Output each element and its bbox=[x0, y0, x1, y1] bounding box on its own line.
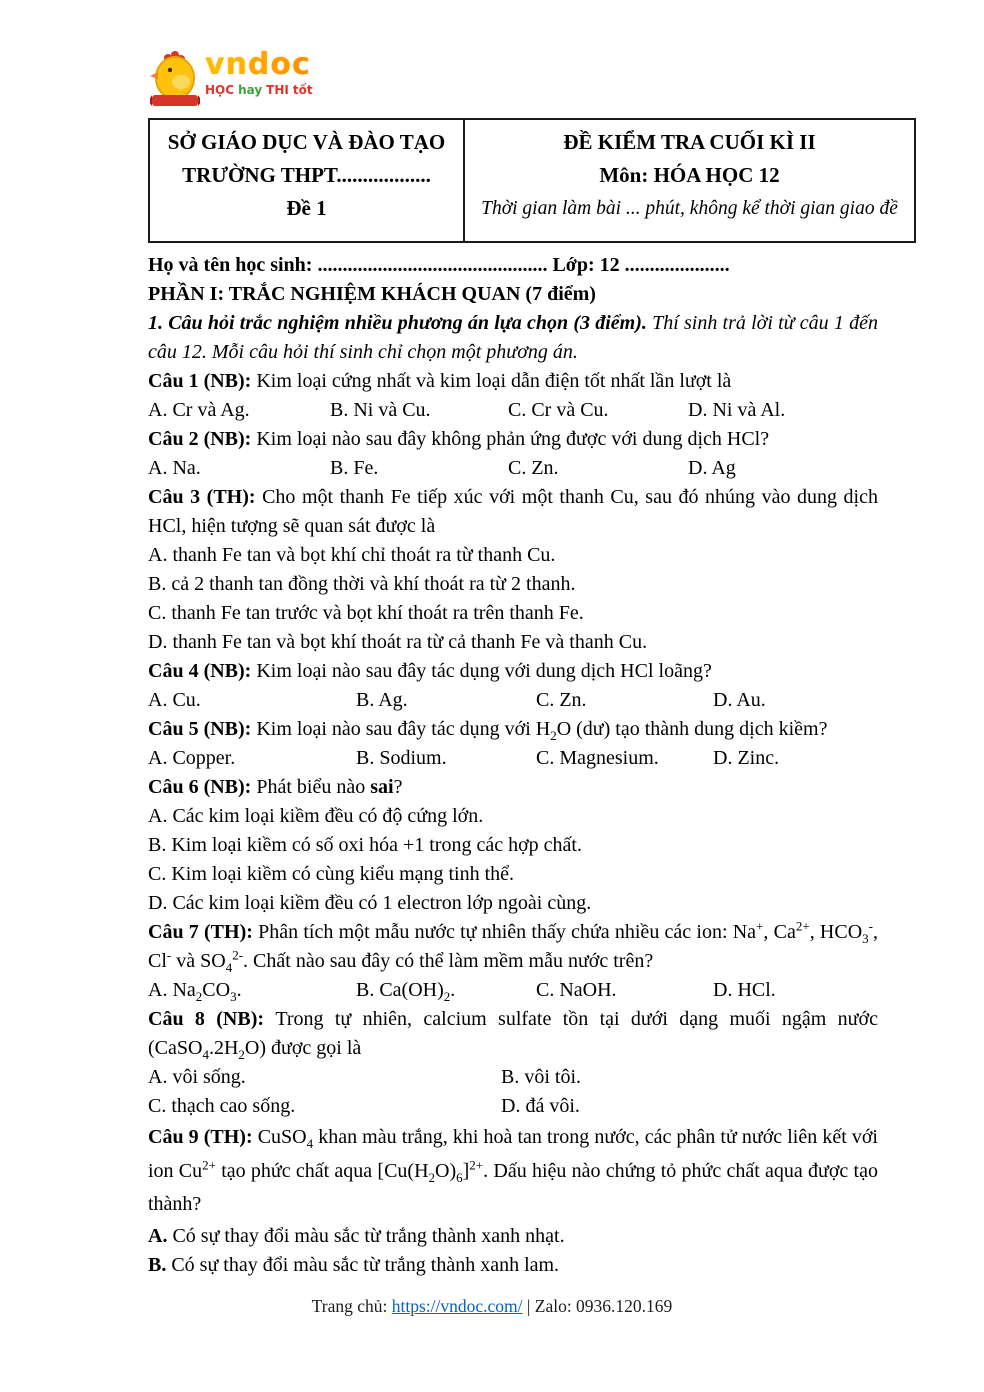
brand-letter: d bbox=[247, 47, 271, 82]
question-stem: Câu 3 (TH): Cho một thanh Fe tiếp xúc với một thanh Cu, sau đó nhúng vào dung dịch HCl, hiện tượng sẽ quan sát được là bbox=[148, 486, 878, 537]
question-stem: Câu 6 (NB): Phát biểu nào sai? bbox=[148, 776, 403, 798]
answer-option: B. Fe. bbox=[330, 457, 379, 479]
question-cau-3 bbox=[148, 483, 878, 657]
school-name: TRƯỜNG THPT.................. bbox=[182, 163, 431, 187]
answer-option: D. đá vôi. bbox=[501, 1095, 580, 1117]
answer-option: D. Ag bbox=[688, 457, 736, 479]
question-stem: Câu 4 (NB): Kim loại nào sau đây tác dụng với dung dịch HCl loãng? bbox=[148, 660, 712, 682]
logo-text bbox=[205, 47, 313, 97]
answer-option: B. Ag. bbox=[356, 689, 408, 711]
logo-tagline bbox=[205, 83, 313, 97]
answer-option: A. Có sự thay đổi màu sắc từ trắng thành xanh nhạt. bbox=[148, 1224, 565, 1247]
question-stem: Câu 1 (NB): Kim loại cứng nhất và kim loại dẫn điện tốt nhất lần lượt là bbox=[148, 370, 732, 392]
answer-option: D. Zinc. bbox=[713, 747, 780, 769]
brand-letter: o bbox=[270, 47, 293, 82]
question-options bbox=[148, 1222, 878, 1280]
exam-duration: Thời gian làm bài ... phút, không kể thời gian giao đề bbox=[481, 198, 898, 219]
answer-option: C. thanh Fe tan trước và bọt khí thoát ra trên thanh Fe. bbox=[148, 602, 584, 624]
answer-option: B. cả 2 thanh tan đồng thời và khí thoát ra từ 2 thanh. bbox=[148, 573, 576, 595]
footer-suffix: | Zalo: 0936.120.169 bbox=[522, 1296, 673, 1316]
answer-option: A. vôi sống. bbox=[148, 1066, 246, 1088]
exam-title: ĐỀ KIỂM TRA CUỐI KÌ II bbox=[563, 130, 816, 154]
exam-body bbox=[148, 251, 878, 1280]
answer-option: B. Sodium. bbox=[356, 747, 447, 769]
brand-letter: v bbox=[205, 47, 226, 82]
tagline-word: THI bbox=[266, 83, 289, 97]
answer-option: A. thanh Fe tan và bọt khí chỉ thoát ra từ thanh Cu. bbox=[148, 544, 556, 566]
issuing-authority: SỞ GIÁO DỤC VÀ ĐÀO TẠO bbox=[167, 130, 446, 154]
answer-option: A. Các kim loại kiềm đều có độ cứng lớn. bbox=[148, 805, 484, 827]
question-cau-2 bbox=[148, 425, 878, 483]
question-options bbox=[148, 976, 878, 1005]
question-stem: Câu 5 (NB): Kim loại nào sau đây tác dụng với $H_2O$ (dư) tạo thành dung dịch kiềm? bbox=[148, 718, 828, 743]
question-stem: Câu 7 (TH): Phân tích một mẫu nước tự nhiên thấy chứa nhiều các ion: Na+, $Ca^{2+}$, $HCO_3^-$, Cl- và $SO_4^{2-}$. Chất nào sau đây có thể làm mềm mẫu nước trên? bbox=[148, 918, 879, 975]
header-right-cell bbox=[465, 120, 914, 241]
page-footer bbox=[0, 1294, 984, 1318]
homepage-link[interactable]: https://vndoc.com/ bbox=[391, 1296, 523, 1316]
answer-option: A. Cu. bbox=[148, 689, 201, 711]
answer-option: D. HCl. bbox=[713, 979, 776, 1001]
answer-option: B. Kim loại kiềm có số oxi hóa +1 trong các hợp chất. bbox=[148, 834, 582, 856]
answer-option: B. Có sự thay đổi màu sắc từ trắng thành xanh lam. bbox=[148, 1253, 560, 1276]
question-options bbox=[148, 802, 878, 918]
question-stem: Câu 9 (TH): CuSO$_4$ khan màu trắng, khi hoà tan trong nước, các phân tử nước liên kết với ion $Cu^{2+}$ tạo phức chất aqua $[Cu(H_2O)_6]^{2+}$. Dấu hiệu nào chứng tỏ phức chất aqua được tạo thành? bbox=[148, 1126, 878, 1215]
question-cau-7 bbox=[148, 918, 878, 1005]
answer-option: D. thanh Fe tan và bọt khí thoát ra từ cả thanh Fe và thanh Cu. bbox=[148, 631, 648, 653]
answer-option: C. Magnesium. bbox=[536, 747, 659, 769]
answer-option: D. Các kim loại kiềm đều có 1 electron lớp ngoài cùng. bbox=[148, 892, 592, 914]
question-cau-8 bbox=[148, 1005, 878, 1121]
footer-prefix: Trang chủ: bbox=[311, 1296, 392, 1316]
answer-option: B. vôi tôi. bbox=[501, 1066, 582, 1088]
question-cau-4 bbox=[148, 657, 878, 715]
brand-letter: c bbox=[292, 47, 311, 82]
answer-option: B. $Ca(OH)_2$. bbox=[356, 979, 456, 1004]
question-cau-6 bbox=[148, 773, 878, 918]
question-options bbox=[148, 396, 878, 425]
part1-title: PHẦN I: TRẮC NGHIỆM KHÁCH QUAN (7 điểm) bbox=[148, 283, 596, 305]
answer-option: A. Cr và Ag. bbox=[148, 399, 250, 421]
answer-option: D. Au. bbox=[713, 689, 766, 711]
question-options bbox=[148, 686, 878, 715]
exam-code: Đề 1 bbox=[286, 196, 327, 220]
question-cau-5 bbox=[148, 715, 878, 773]
question-stem: Câu 2 (NB): Kim loại nào sau đây không phản ứng được với dung dịch HCl? bbox=[148, 428, 770, 450]
answer-option: C. Kim loại kiềm có cùng kiểu mạng tinh thể. bbox=[148, 863, 515, 885]
question-stem: Câu 8 (NB): Trong tự nhiên, calcium sulfate tồn tại dưới dạng muối ngậm nước $(CaSO_4.2H_2O)$ được gọi là bbox=[148, 1008, 878, 1062]
question-cau-1 bbox=[148, 367, 878, 425]
rooster-mascot-icon bbox=[150, 50, 200, 115]
question-options bbox=[148, 541, 878, 657]
tagline-word: hay bbox=[238, 83, 263, 97]
answer-option: C. Zn. bbox=[508, 457, 559, 479]
answer-option: B. Ni và Cu. bbox=[330, 399, 431, 421]
header-left-cell bbox=[150, 120, 465, 241]
answer-option: A. Na. bbox=[148, 457, 201, 479]
question-options bbox=[148, 1063, 878, 1121]
section1-intro: 1. Câu hỏi trắc nghiệm nhiều phương án lựa chọn (3 điểm). Thí sinh trả lời từ câu 1 đến câu 12. Mỗi câu hỏi thí sinh chỉ chọn một phương án. bbox=[148, 312, 878, 363]
questions bbox=[148, 367, 878, 1280]
answer-option: C. Zn. bbox=[536, 689, 587, 711]
exam-subject: Môn: HÓA HỌC 12 bbox=[599, 163, 780, 187]
exam-header-table bbox=[148, 118, 916, 243]
vndoc-logo bbox=[150, 47, 313, 115]
brand-letter: n bbox=[225, 47, 248, 82]
question-options bbox=[148, 744, 878, 773]
question-cau-9 bbox=[148, 1121, 878, 1280]
brand-word bbox=[205, 47, 313, 82]
answer-option: C. Cr và Cu. bbox=[508, 399, 609, 421]
answer-option: C. NaOH. bbox=[536, 979, 617, 1001]
tagline-word: HỌC bbox=[205, 83, 235, 97]
answer-option: A. Copper. bbox=[148, 747, 236, 769]
tagline-word: tốt bbox=[292, 83, 313, 97]
student-name-line: Họ và tên học sinh: .............................................. Lớp: 12 ..................... bbox=[148, 254, 730, 276]
answer-option: A. $Na_2CO_3$. bbox=[148, 979, 242, 1004]
answer-option: C. thạch cao sống. bbox=[148, 1095, 296, 1117]
answer-option: D. Ni và Al. bbox=[688, 399, 786, 421]
question-options bbox=[148, 454, 878, 483]
